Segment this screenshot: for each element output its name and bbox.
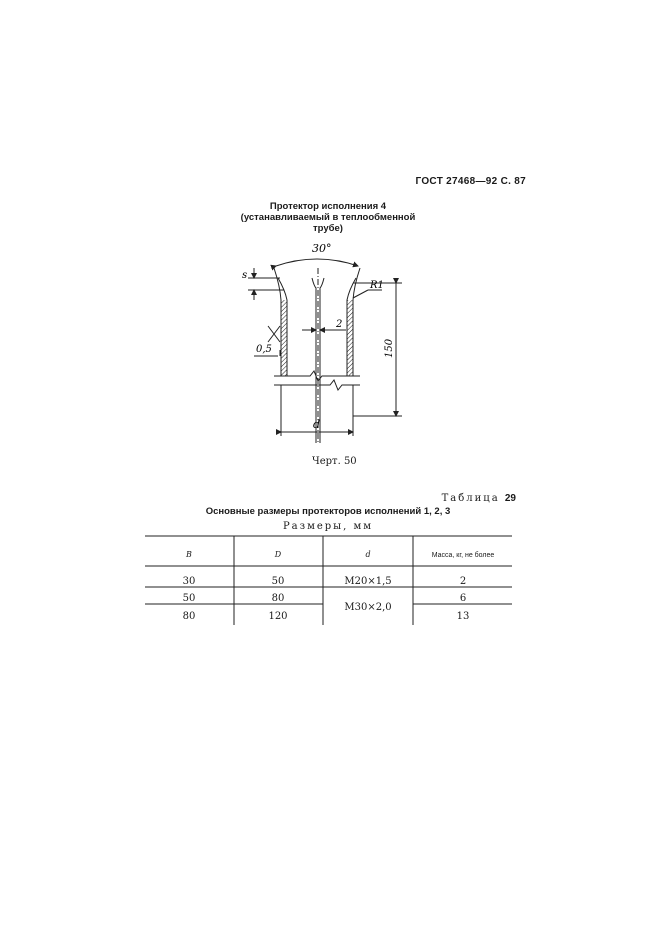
table-label-word: Таблица (441, 493, 500, 504)
table-units: Размеры, мм (282, 521, 374, 532)
page-header: ГОСТ 27468—92 С. 87 (415, 176, 526, 187)
figure-title-line: (устанавливаемый в теплообменной (240, 212, 416, 223)
right-wall-hatch (347, 300, 353, 376)
header-D: D (274, 550, 282, 559)
cell-mass: 13 (456, 611, 470, 622)
table-label-number: 29 (504, 493, 516, 504)
cell-b: 50 (182, 593, 196, 604)
cell-D: 120 (268, 611, 288, 622)
dimensions-table (145, 535, 512, 627)
right-outer-wall (353, 268, 360, 376)
weld-label: 0,5 (256, 344, 272, 355)
slot-right (320, 278, 324, 443)
cell-mass: 6 (459, 593, 467, 604)
table-title: Основные размеры протекторов исполнений 1, 2, 3 (205, 506, 451, 517)
length-label: 150 (384, 338, 395, 358)
cell-D: 50 (271, 576, 285, 587)
cell-D: 80 (271, 593, 285, 604)
table-label (442, 493, 516, 504)
radius-label: R1 (370, 280, 384, 291)
angle-label: 30° (312, 242, 332, 255)
cell-d: M30×2,0 (344, 602, 392, 613)
header-d: d (365, 550, 371, 559)
cell-b: 30 (182, 576, 196, 587)
header-b: B (186, 550, 192, 559)
s-label: s (242, 270, 248, 281)
diameter-label: d (313, 418, 321, 431)
figure-title (228, 201, 428, 234)
left-outer-wall (274, 268, 281, 376)
header-mass: Масса, кг, не более (431, 552, 495, 559)
cell-mass: 2 (459, 576, 467, 587)
angle-arc (276, 259, 358, 266)
figure-caption: Черт. 50 (312, 456, 357, 467)
cell-b: 80 (182, 611, 196, 622)
gap-label: 2 (336, 319, 343, 330)
break-line (274, 380, 360, 390)
figure-title-line: Протектор исполнения 4 (269, 201, 387, 212)
figure-title-line: трубе) (313, 223, 343, 234)
technical-drawing (240, 238, 420, 443)
left-wall-hatch (281, 300, 287, 376)
cell-d: M20×1,5 (344, 576, 392, 587)
